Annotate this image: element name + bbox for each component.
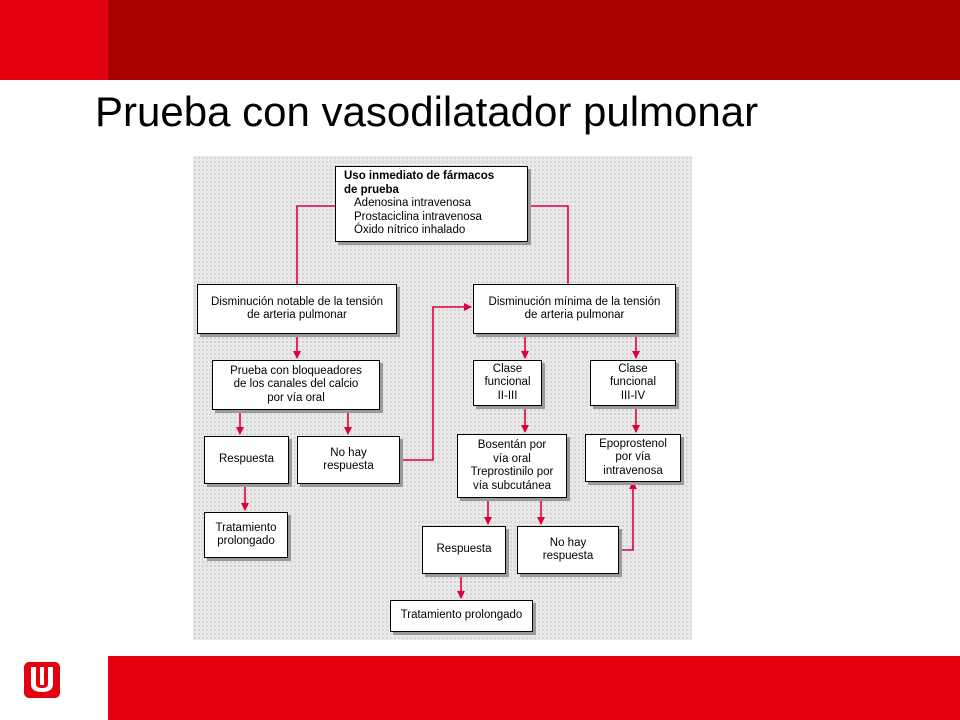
node-notable-decrease-line-1: Disminución notable de la tensión <box>211 295 383 308</box>
node-calcium-blockers-line-1: Prueba con bloqueadores <box>230 364 362 377</box>
node-class-3-4-line-1: Clase <box>618 362 648 375</box>
node-epoprostenol <box>585 434 681 482</box>
node-bosentan-line-1: Bosentán por <box>477 439 547 451</box>
node-epoprostenol-line-3: intravenosa <box>603 464 663 477</box>
node-no-response-right-line-2: respuesta <box>542 550 594 562</box>
node-bosentan-line-4: vía subcutánea <box>472 479 551 492</box>
node-no-response-right <box>517 526 619 574</box>
node-test-drugs-item-3: Óxido nítrico inhalado <box>354 224 466 237</box>
node-class-3-4-line-3: III-IV <box>620 389 646 402</box>
node-calcium-blockers-line-2: de los canales del calcio <box>233 378 359 391</box>
node-notable-decrease <box>197 284 397 334</box>
node-notable-decrease-line-2: de arteria pulmonar <box>247 309 347 321</box>
node-response-right <box>422 526 506 574</box>
node-response-left <box>204 436 289 484</box>
header-accent-block <box>0 0 108 80</box>
node-no-response-right-line-1: No hay <box>549 536 587 549</box>
node-long-treatment-left <box>204 512 288 558</box>
node-no-response-left <box>297 436 400 484</box>
node-long-treatment-left-line-2: prolongado <box>217 535 275 547</box>
node-long-treatment-bottom <box>390 600 533 632</box>
node-minimal-decrease-line-1: Disminución mínima de la tensión <box>488 295 661 308</box>
node-class-2-3-line-2: funcional <box>484 376 531 389</box>
university-u-logo <box>12 657 72 701</box>
node-epoprostenol-line-1: Epoprostenol <box>599 437 667 450</box>
slide-title: Prueba con vasodilatador pulmonar <box>95 88 759 135</box>
connector-top-to-minimal <box>528 206 568 284</box>
node-test-drugs <box>335 166 528 242</box>
connector-top-to-notable <box>297 206 335 284</box>
node-bosentan-line-2: vía oral <box>493 452 531 465</box>
node-class-2-3-line-1: Clase <box>492 362 523 375</box>
node-no-response-left-line-1: No hay <box>330 446 367 459</box>
node-bosentan <box>457 434 567 498</box>
connector-noresponse-to-epoprostenol <box>619 482 633 550</box>
node-calcium-blockers-line-3: por vía oral <box>267 391 325 404</box>
flowchart <box>193 156 692 640</box>
node-no-response-left-line-2: respuesta <box>323 460 374 472</box>
node-long-treatment-left-line-1: Tratamiento <box>215 521 277 534</box>
header-bar <box>108 0 960 80</box>
node-test-drugs-heading-2: de prueba <box>344 183 399 196</box>
node-minimal-decrease <box>473 284 676 334</box>
node-bosentan-line-3: Treprostinilo por <box>470 466 554 478</box>
node-test-drugs-item-2: Prostaciclina intravenosa <box>354 210 482 223</box>
node-test-drugs-item-1: Adenosina intravenosa <box>354 197 471 210</box>
node-class-3-4-line-2: funcional <box>609 376 657 389</box>
node-class-2-3-line-3: II-III <box>497 389 518 402</box>
node-class-3-4 <box>590 360 676 406</box>
node-calcium-blockers <box>212 360 380 410</box>
node-epoprostenol-line-2: por vía <box>615 451 651 464</box>
node-long-treatment-bottom-label: Tratamiento prolongado <box>400 609 523 622</box>
node-response-right-label: Respuesta <box>436 543 492 556</box>
node-class-2-3 <box>473 360 542 406</box>
node-test-drugs-heading-1: Uso inmediato de fármacos <box>344 170 495 183</box>
node-response-left-label: Respuesta <box>219 453 274 466</box>
node-minimal-decrease-line-2: de arteria pulmonar <box>524 309 625 321</box>
footer-bar <box>108 656 960 720</box>
